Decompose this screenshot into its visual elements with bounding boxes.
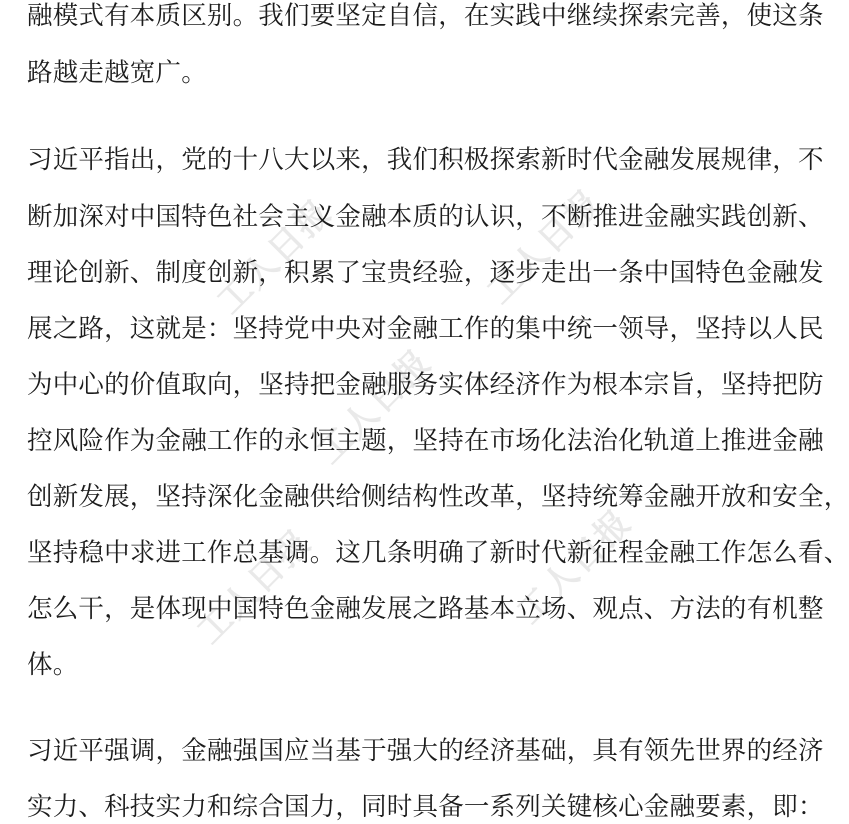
watermark: 工人日报 [509,501,640,633]
watermark: 工人日报 [479,181,610,313]
text-line: 控风险作为金融工作的永恒主题，坚持在市场化法治化轨道上推进金融 [27,426,824,456]
text-line: 习近平指出，党的十八大以来，我们积极探索新时代金融发展规律，不 [27,145,824,175]
text-line: 为中心的价值取向，坚持把金融服务实体经济作为根本宗旨，坚持把防 [27,370,824,400]
text-line: 路越走越宽广。 [27,58,207,88]
text-line: 理论创新、制度创新，积累了宝贵经验，逐步走出一条中国特色金融发 [27,258,824,288]
text-line: 体。 [27,650,79,680]
text-line: 怎么干，是体现中国特色金融发展之路基本立场、观点、方法的有机整 [27,594,824,624]
text-line: 断加深对中国特色社会主义金融本质的认识，不断推进金融实践创新、 [27,202,824,232]
text-line: 创新发展，坚持深化金融供给侧结构性改革，坚持统筹金融开放和安全， [27,482,849,512]
text-line: 坚持稳中求进工作总基调。这几条明确了新时代新征程金融工作怎么看、 [27,538,849,568]
watermark: 工人日报 [209,191,340,323]
text-line: 实力、科技实力和综合国力，同时具备一系列关键核心金融要素，即： [27,792,824,822]
watermark: 工人日报 [309,341,440,473]
text-line: 融模式有本质区别。我们要坚定自信，在实践中继续探索完善，使这条 [27,1,824,31]
watermark: 工人日报 [189,521,320,653]
text-line: 习近平强调，金融强国应当基于强大的经济基础，具有领先世界的经济 [27,736,824,766]
text-line: 展之路，这就是：坚持党中央对金融工作的集中统一领导，坚持以人民 [27,314,824,344]
